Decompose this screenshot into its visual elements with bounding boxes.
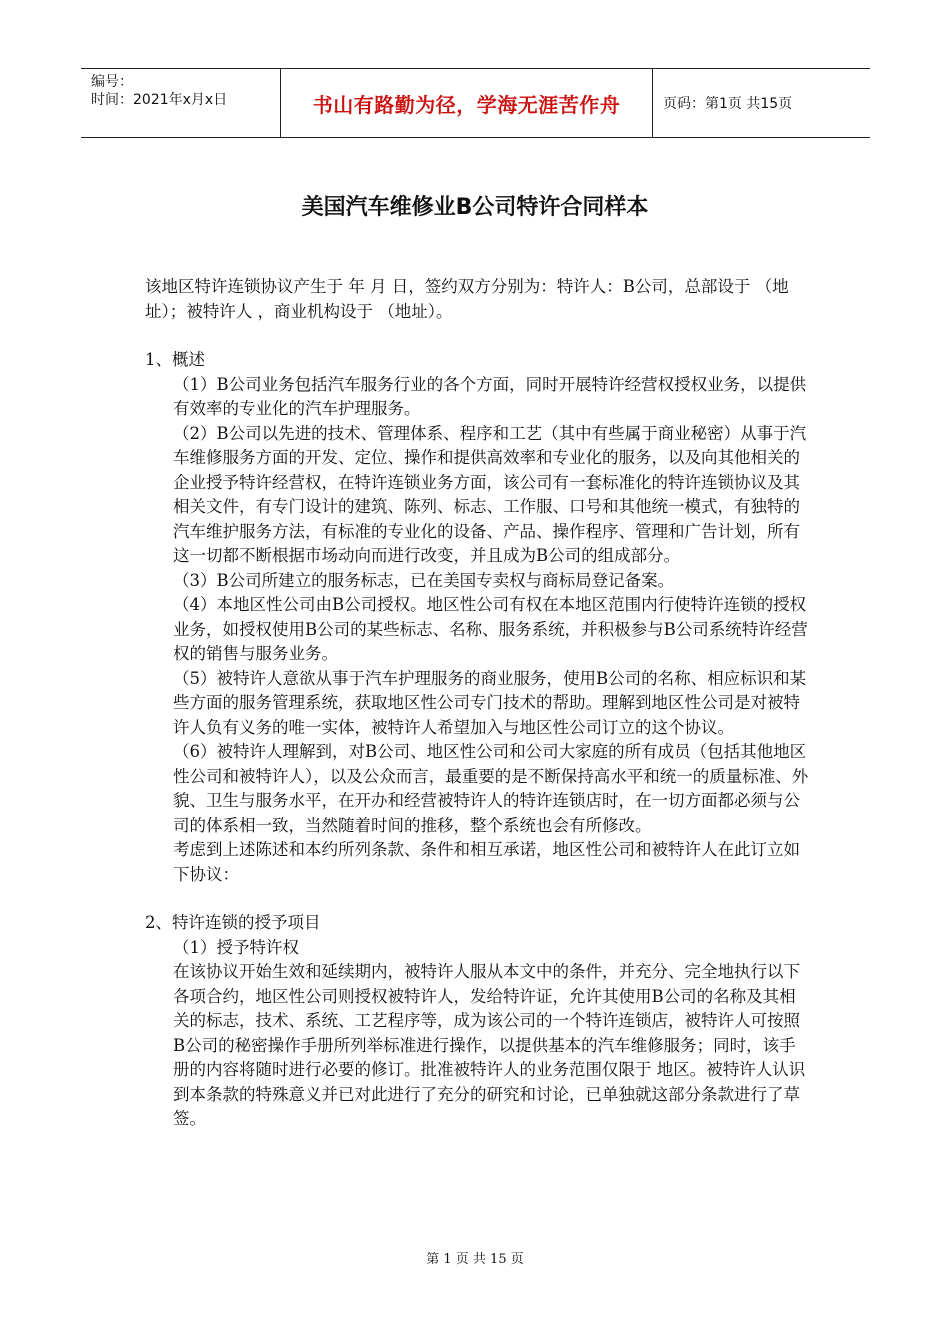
section-1-heading: 1、概述 xyxy=(145,350,205,369)
section-1-paragraph: （4）本地区性公司由B公司授权。地区性公司有权在本地区范围内行使特许连锁的授权业务，如授权使用B公司的某些标志、名称、服务系统，并积极参与B公司系统特许经营权的销售与服务业务。 xyxy=(173,595,808,663)
section-1-paragraph: （3）B公司所建立的服务标志，已在美国专卖权与商标局登记备案。 xyxy=(173,570,675,590)
document-time-label: 时间：2021年x月x日 xyxy=(91,92,228,108)
section-1-paragraph: （5）被特许人意欲从事于汽车护理服务的商业服务，使用B公司的名称、相应标识和某些方面的服务管理系统，获取地区性公司专门技术的帮助。理解到地区性公司是对被特许人负有义务的唯一实体，被特许人希望加入与地区性公司订立的这个协议。 xyxy=(173,668,807,737)
page-header xyxy=(81,68,870,138)
section-2-body xyxy=(145,936,810,1132)
document-title: 美国汽车维修业B公司特许合同样本 xyxy=(301,195,649,220)
section-1-paragraph: （2）B公司以先进的技术、管理体系、程序和工艺（其中有些属于商业秘密）从事于汽车维修服务方面的开发、定位、操作和提供高效率和专业化的服务，以及向其他相关的企业授予特许经营权，在特许连锁业务方面，该公司有一套标准化的特许连锁协议及其相关文件，有专门设计的建筑、陈列、标志、工作服、口号和其他统一模式，有独特的汽车维护服务方法，有标准的专业化的设备、产品、操作程序、管理和广告计划，所有这一切都不断根据市场动向而进行改变，并且成为B公司的组成部分。 xyxy=(173,423,807,565)
intro-paragraph: 该地区特许连锁协议产生于 年 月 日，签约双方分别为：特许人：B公司，总部设于 （地址）；被特许人 ，商业机构设于 （地址）。 xyxy=(145,277,789,321)
section-1-paragraph: 考虑到上述陈述和本约所列条款、条件和相互承诺，地区性公司和被特许人在此订立如下协议： xyxy=(173,840,800,884)
section-1-paragraph: （1）B公司业务包括汽车服务行业的各个方面，同时开展特许经营权授权业务，以提供有效率的专业化的汽车护理服务。 xyxy=(173,374,807,418)
header-motto: 书山有路勤为径，学海无涯苦作舟 xyxy=(281,69,653,137)
header-page-info: 页码：第1页 共15页 xyxy=(663,96,793,112)
page-footer: 第 1 页 共 15 页 xyxy=(426,1252,524,1267)
header-meta xyxy=(81,69,281,137)
section-2-heading: 2、特许连锁的授予项目 xyxy=(145,913,321,932)
section-1-paragraph: （6）被特许人理解到，对B公司、地区性公司和公司大家庭的所有成员（包括其他地区性公司和被特许人），以及公众而言，最重要的是不断保持高水平和统一的质量标准、外貌、卫生与服务水平，在开办和经营被特许人的特许连锁店时，在一切方面都必须与公司的体系相一致，当然随着时间的推移，整个系统也会有所修改。 xyxy=(173,742,809,835)
section-2-subheading: （1）授予特许权 xyxy=(173,937,299,957)
document-body xyxy=(145,275,810,1132)
document-number-label: 编号： xyxy=(91,74,133,90)
section-1-body xyxy=(145,373,810,888)
section-2-paragraph: 在该协议开始生效和延续期内，被特许人服从本文中的条件，并充分、完全地执行以下各项合约，地区性公司则授权被特许人，发给特许证，允许其使用B公司的名称及其相关的标志，技术、系统、工艺程序等，成为该公司的一个特许连锁店，被特许人可按照B公司的秘密操作手册所列举标准进行操作，以提供基本的汽车维修服务；同时，该手册的内容将随时进行必要的修订。批准被特许人的业务范围仅限于 地区。被特许人认识到本条款的特殊意义并已对此进行了充分的研究和讨论，已单独就这部分条款进行了草签。 xyxy=(173,962,806,1128)
